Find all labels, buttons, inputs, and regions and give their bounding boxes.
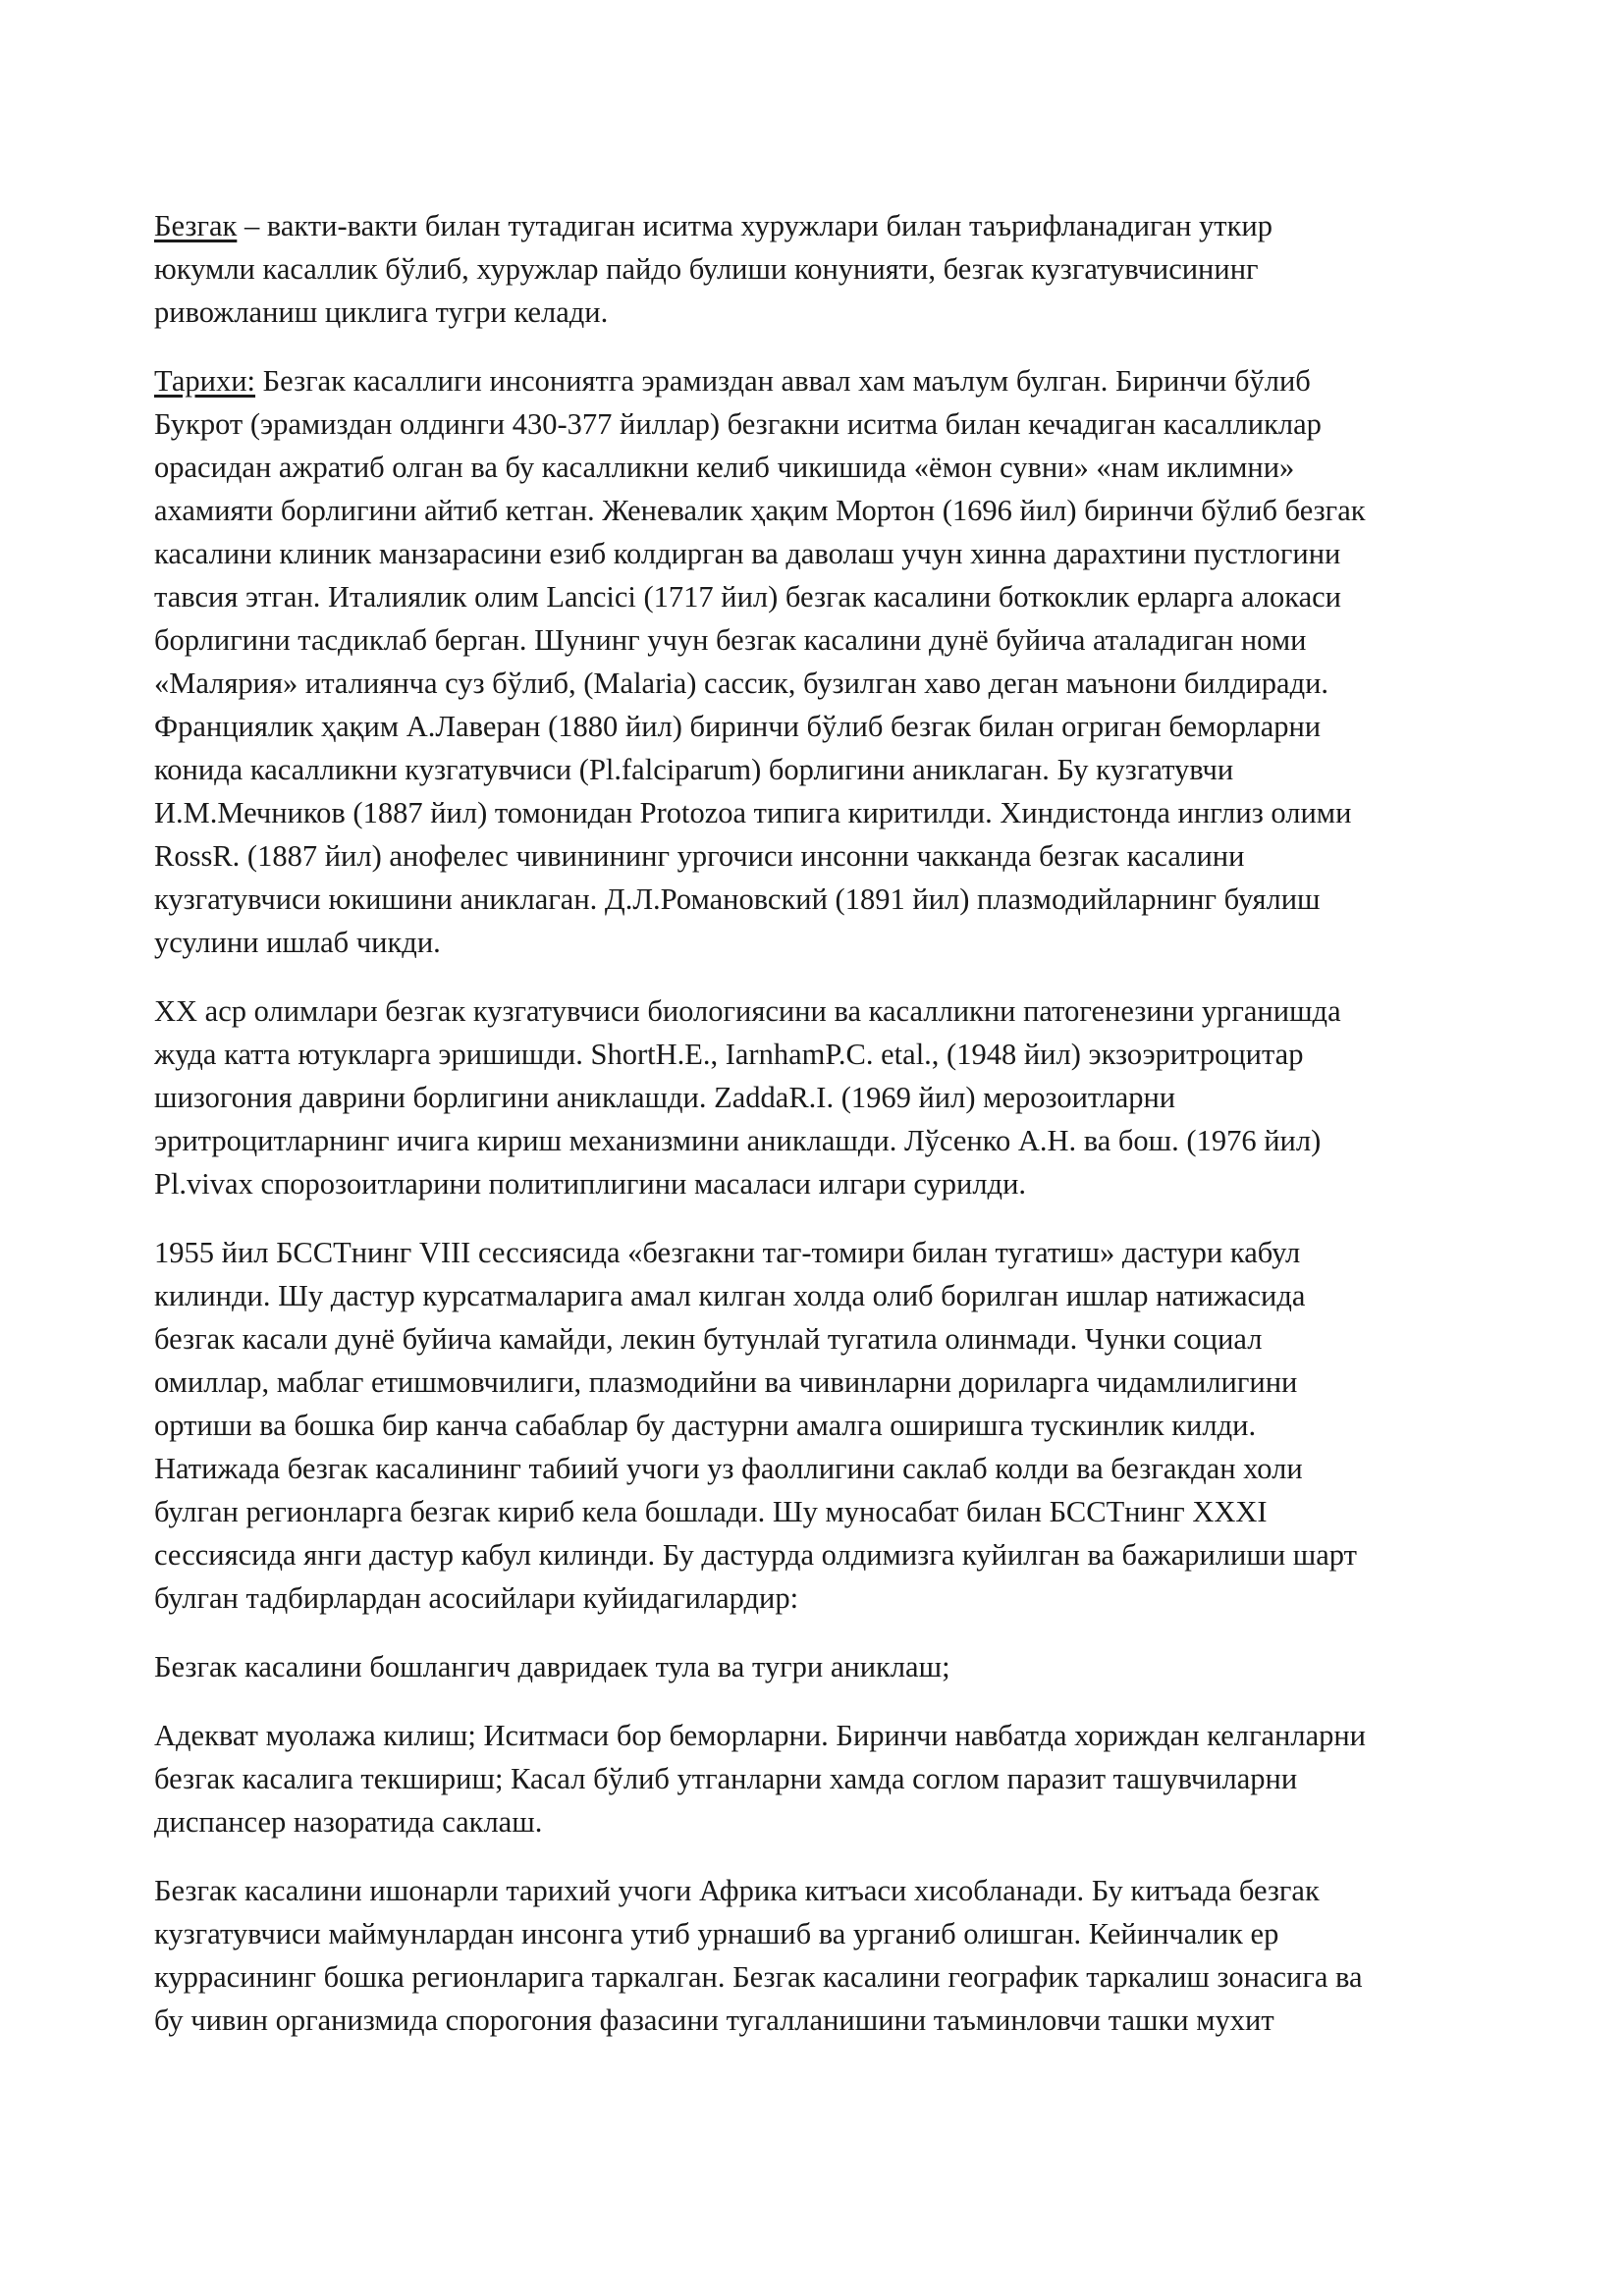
treatment-paragraph: Адекват муолажа килиш; Иситмаси бор беморларни. Биринчи навбатда хориждан келганларни безгак касалига текшириш; Касал бўлиб утганларни хамда соглом паразит ташувчиларни диспансер назоратида саклаш. — [154, 1719, 1366, 1839]
early-diagnosis-paragraph: Безгак касалини бошлангич давридаек тула ва тугри аниклаш; — [154, 1650, 950, 1683]
africa-paragraph: Безгак касалини ишонарли тарихий учоги Африка китъаси хисобланади. Бу китъада безгак кузгатувчиси маймунлардан инсонга утиб урнашиб ва урганиб олишган. Кейинчалик ер куррасининг бошка регионларига таркалган. Безгак касалини географик таркалиш зонасига ва бу чивин организмида спорогония фазасини тугалланишини таъминловчи ташки мухит — [154, 1874, 1363, 2037]
history-paragraph — [154, 359, 1499, 964]
term-history: Тарихи: — [154, 364, 256, 398]
document-page — [154, 204, 1499, 2067]
history-text: Безгак касаллиги инсониятга эрамиздан аввал хам маълум булган. Биринчи бўлиб Букрот (эрамиздан олдинги 430-377 йиллар) безгакни иситма билан кечадиган касалликлар орасидан ажратиб олган ва бу касалликни келиб чикишида «ёмон сувни» «нам иклимни» ахамияти борлигини айтиб кетган. Женевалик ҳақим Мортон (1696 йил) биринчи бўлиб безгак касалини клиник манзарасини езиб колдирган ва даволаш учун хинна дарахтини пустлогини тавсия этган. Италиялик олим Lancici (1717 йил) безгак касалини боткоклик ерларга алокаси борлигини тасдиклаб берган. Шунинг учун безгак касалини дунё буйича аталадиган номи «Малярия» италиянча суз бўлиб, (Malaria) сассик, бузилган хаво деган маънони билдиради. Франциялик ҳақим А.Лаверан (1880 йил) биринчи бўлиб безгак билан огриган беморларни конида касалликни кузгатувчиси (Pl.falciparum) борлигини аниклаган. Бу кузгатувчи И.М.Мечников (1887 йил) томонидан Protozoa типига киритилди. Хиндистонда инглиз олими RossR. (1887 йил) анофелес чивинининг ургочиси инсонни чакканда безгак касалини кузгатувчиси юкишини аниклаган. Д.Л.Романовский (1891 йил) плазмодийларнинг буялиш усулини ишлаб чикди. — [154, 364, 1366, 959]
definition-paragraph — [154, 204, 1499, 334]
who-program-paragraph: 1955 йил БССТнинг VIII сессиясида «безгакни таг-томири билан тугатиш» дастури кабул килинди. Шу дастур курсатмаларига амал килган холда олиб борилган ишлар натижасида безгак касали дунё буйича камайди, лекин бутунлай тугатила олинмади. Чунки социал омиллар, маблаг етишмовчилиги, плазмодийни ва чивинларни дориларга чидамлилигини ортиши ва бошка бир канча сабаблар бу дастурни амалга оширишга тускинлик килди. Натижада безгак касалининг табиий учоги уз фаоллигини саклаб колди ва безгакдан холи булган регионларга безгак кириб кела бошлади. Шу муносабат билан БССТнинг XXXI сессиясида янги дастур кабул килинди. Бу дастурда олдимизга куйилган ва бажарилиши шарт булган тадбирлардан асосийлари куйидагилардир: — [154, 1236, 1357, 1615]
xx-century-paragraph: XX аср олимлари безгак кузгатувчиси биологиясини ва касалликни патогенезини урганишда жуда катта ютукларга эришишди. ShortH.E., IarnhamP.C. etal., (1948 йил) экзоэритроцитар шизогония даврини борлигини аниклашди. ZaddaR.I. (1969 йил) мерозоитларни эритроцитларнинг ичига кириш механизмини аниклашди. Лўсенко А.Н. ва бош. (1976 йил) Pl.vivax спорозоитларини политиплигини масаласи илгари сурилди. — [154, 994, 1341, 1201]
definition-text: – вакти-вакти билан тутадиган иситма хуружлари билан таърифланадиган уткир юкумли касаллик бўлиб, хуружлар пайдо булиши конунияти, безгак кузгатувчисининг ривожланиш циклига тугри келади. — [154, 209, 1273, 329]
term-bezgak: Безгак — [154, 209, 238, 242]
